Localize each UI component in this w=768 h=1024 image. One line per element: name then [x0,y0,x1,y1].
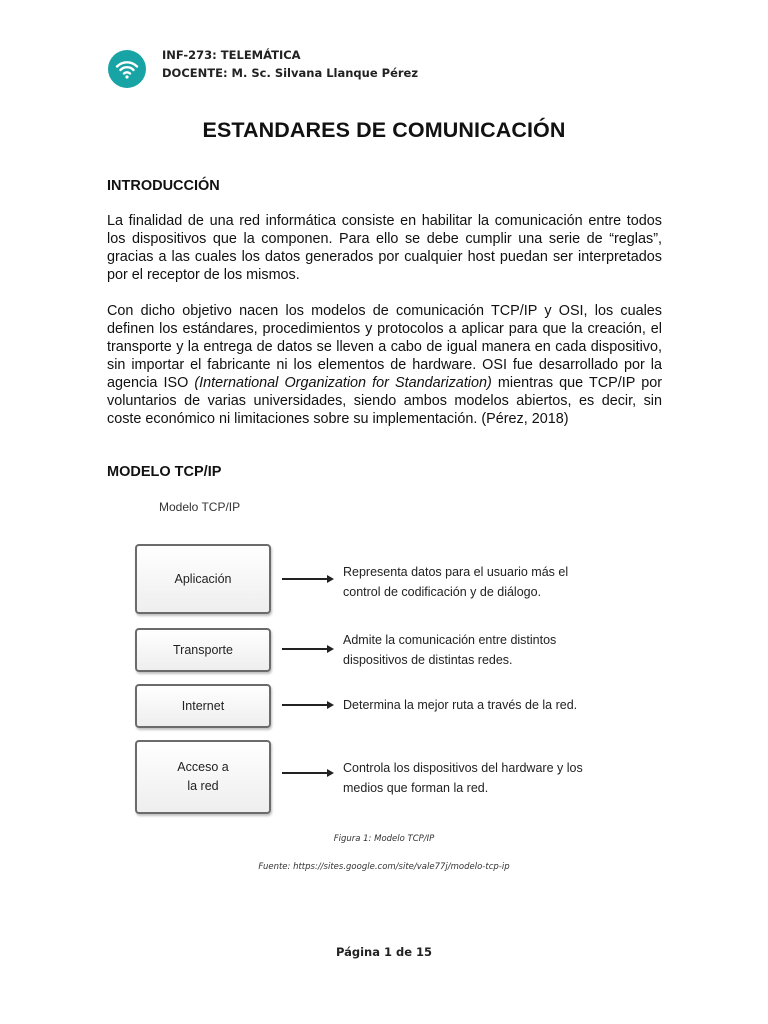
wifi-icon [108,50,146,88]
tcp-ip-figure [130,500,600,820]
course-name: INF-273: TELEMÁTICA [162,48,301,62]
arrow-icon [282,772,332,774]
tcp-ip-heading: MODELO TCP/IP [107,464,222,480]
arrow-icon [282,578,332,580]
intro-paragraph-2-text-a: Con dicho objetivo nacen los modelos de comunicación TCP/IP y OSI, los cuales definen los estándares, procedimientos y protocolos a aplicar para que la creación, el transporte y la entrega de datos se lleven a cabo de igual manera en cada dispositivo, sin importar el fabricante ni los elementos de hardware. OSI fue desarrollado por la agencia ISO [107,303,662,391]
intro-paragraph-2-text-b: mientras que TCP/IP por voluntarios de varias universidades, siendo ambos modelos abiertos, es decir, sin coste económico ni limitaciones sobre su implementación. (Pérez, 2018) [107,375,662,427]
page-title: ESTANDARES DE COMUNICACIÓN [202,118,566,142]
layer-network-access [135,740,271,814]
layer-internet-label: Internet [181,698,225,713]
layer-internet-description: Determina la mejor ruta a través de la red. [343,698,578,712]
figure-title: Modelo TCP/IP [159,500,241,514]
intro-heading: INTRODUCCIÓN [107,178,220,194]
figure-caption: Figura 1: Modelo TCP/IP [333,834,435,844]
layer-application [135,544,271,614]
layer-application-label: Aplicación [174,571,232,586]
layer-internet [135,684,271,728]
layer-transport [135,628,271,672]
figure-source: Fuente: https://sites.google.com/site/vale77j/modelo-tcp-ip [258,862,510,872]
layer-transport-description: Admite la comunicación entre distintos dispositivos de distintas redes. [343,633,557,667]
layer-network-access-description: Controla los dispositivos del hardware y los medios que forman la red. [343,761,583,795]
page-number: Página 1 de 15 [335,945,433,959]
intro-paragraph-1: La finalidad de una red informática consiste en habilitar la comunicación entre todos los dispositivos que la componen. Para ello se debe cumplir una serie de “reglas”, gracias a las cuales los datos generados por cualquier host puedan ser interpretados por el receptor de los mismos. [107,213,662,283]
teacher-name: DOCENTE: M. Sc. Silvana Llanque Pérez [162,66,419,80]
arrow-icon [282,704,332,706]
layer-application-description: Representa datos para el usuario más el control de codificación y de diálogo. [343,565,569,599]
intro-paragraph-2 [107,302,662,428]
layer-network-access-label: Acceso a la red [177,760,229,793]
layer-transport-label: Transporte [173,642,233,657]
arrow-icon [282,648,332,650]
iso-full-name: (International Organization for Standarization) [194,375,492,391]
document-header [108,44,508,92]
